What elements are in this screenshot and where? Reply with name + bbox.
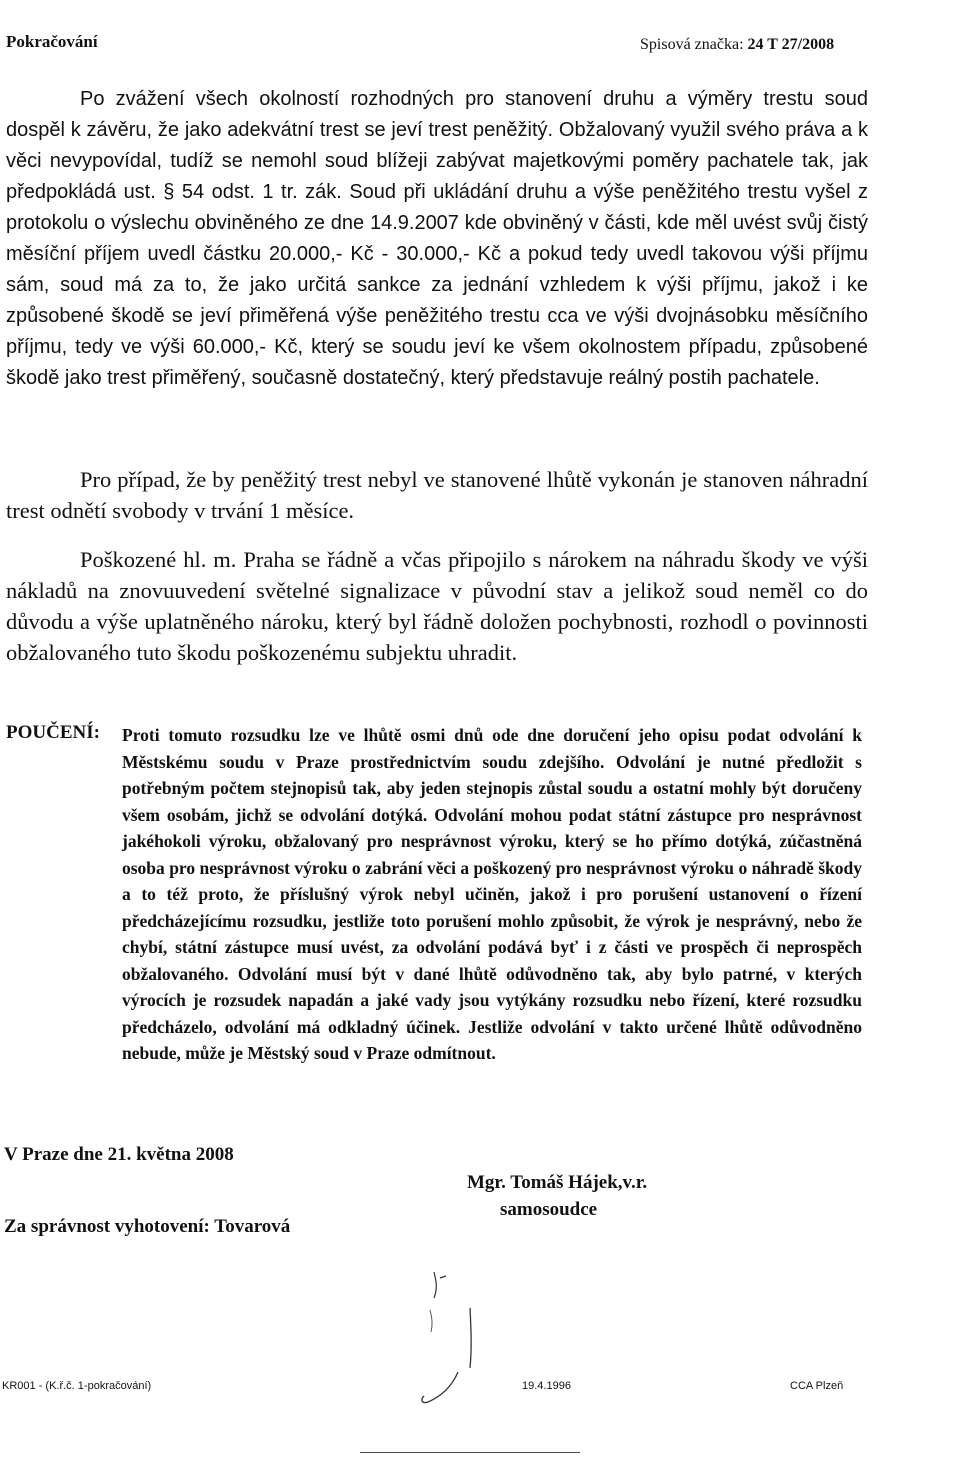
appeal-instruction-text: Proti tomuto rozsudku lze ve lhůtě osmi dnů ode dne doručení jeho opisu podat odvolání k Městskému soudu v Praze prostřednictvím soudu zdejšího. Odvolání je nutné předložit s potřebným počtem stejnopisů tak, aby jeden stejnopis zůstal soudu a ostatní mohly být doručeny všem osobám, jichž se odvolání dotýká. Odvolání mohou podat státní zástupce pro nesprávnost jakéhokoli výroku, obžalovaný pro nesprávnost výroku, který se ho přímo dotýká, zúčastněná osoba pro nesprávnost výroku o zabrání věci a poškozený pro nesprávnost výroku o náhradě škody a to též proto, že příslušný výrok nebyl učiněn, jakož i pro porušení ustanovení o řízení předcházejícímu rozsudku, jestliže toto porušení mohlo způsobit, že výrok je nesprávný, nebo že chybí, státní zástupce musí uvést, za odvolání podává byť i z části ve prospěch či neprospěch obžalovaného. Odvolání musí být v dané lhůtě odůvodněno tak, aby bylo patrné, v kterých výrocích je rozsudek napadán a jaké vady jsou vytýkány rozsudku nebo řízení, které rozsudku předcházelo, odvolání má odkladný účinek. Jestliže odvolání v takto určené lhůtě odůvodněno nebude, může je Městský soud v Praze odmítnout. (122, 725, 862, 1063)
sentence-reasoning-paragraph (6, 84, 868, 394)
substitute-sentence-paragraph (6, 464, 868, 526)
printer-name: CCA Plzeň (790, 1380, 844, 1392)
paragraph-text: Po zvážení všech okolností rozhodných pro stanovení druhu a výměry trestu soud dospěl k závěru, že jako adekvátní trest se jeví trest peněžitý. Obžalovaný využil svého práva a k věci nevypovídal, tudíž se nemohl soud blížeji zabývat majetkovými poměry pachatele tak, jak předpokládá ust. § 54 odst. 1 tr. zák. Soud při ukládání druhu a výše peněžitého trestu vyšel z protokolu o výslechu obviněného ze dne 14.9.2007 kde obviněný v části, kde měl uvést svůj čistý měsíční příjem uvedl částku 20.000,- Kč - 30.000,- Kč a pokud tedy uvedl takovou výši příjmu sám, soud má za to, že jako určitá sankce za jednání vzhledem k výši příjmu, jakož i ke způsobené škodě se jeví přiměřená výše peněžitého trestu cca ve výši dvojnásobku měsíčního příjmu, tedy ve výši 60.000,- Kč, který se soudu jeví ke všem okolnostem případu, způsobené škodě jako trest přiměřený, současně dostatečný, který představuje reálný postih pachatele. (6, 88, 868, 389)
judge-role: samosoudce (500, 1199, 598, 1220)
bottom-divider (360, 1452, 580, 1453)
paragraph-text: Pro případ, že by peněžitý trest nebyl ve stanovené lhůtě vykonán je stanoven náhradní trest odnětí svobody v trvání 1 měsíce. (6, 467, 868, 523)
instruction-label: POUČENÍ: (6, 722, 100, 743)
judge-name: Mgr. Tomáš Hájek,v.r. (467, 1172, 648, 1193)
form-date: 19.4.1996 (522, 1380, 571, 1392)
paragraph-text: Poškozené hl. m. Praha se řádně a včas připojilo s nárokem na náhradu škody ve výši nákladů na znovuuvedení světelné signalizace v původní stav a jelikož soud neměl co do důvodu a výše uplatněného nároku, který byl řádně doložen pochybnosti, rozhodl o povinnosti obžalovaného tuto škodu poškozenému subjektu uhradit. (6, 547, 868, 665)
case-label: Spisová značka: (640, 36, 744, 53)
case-number: 24 T 27/2008 (747, 36, 835, 53)
place-and-date: V Praze dne 21. května 2008 (4, 1144, 234, 1165)
case-reference (640, 36, 834, 54)
continuation-label: Pokračování (6, 32, 98, 51)
form-code: KR001 - (K.ř.č. 1-pokračování) (2, 1380, 152, 1392)
handwritten-signature (400, 1268, 490, 1408)
damages-paragraph (6, 544, 868, 668)
copy-certification: Za správnost vyhotovení: Tovarová (4, 1216, 291, 1237)
